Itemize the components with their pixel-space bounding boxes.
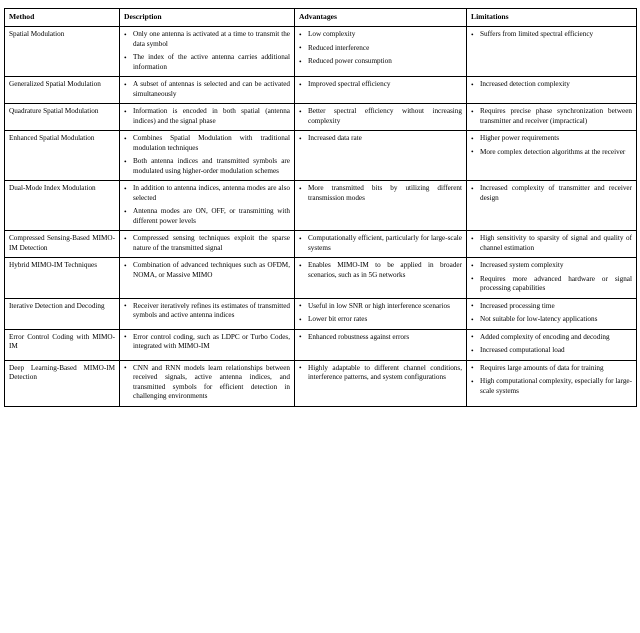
table-row bbox=[5, 258, 637, 299]
bullet-item: • A subset of antennas is selected and can be activated simultaneously bbox=[124, 80, 290, 99]
description-cell-list bbox=[124, 333, 290, 352]
bullet-item: • Better spectral efficiency without increasing complexity bbox=[299, 107, 462, 126]
advantages-cell bbox=[295, 104, 467, 131]
bullet-item: • Requires precise phase synchronization between transmitter and receiver (impractical) bbox=[471, 107, 632, 126]
advantages-cell-list bbox=[299, 333, 462, 343]
limitations-cell bbox=[467, 181, 637, 231]
advantages-cell bbox=[295, 258, 467, 299]
description-cell bbox=[120, 27, 295, 77]
bullet-item: • Enhanced robustness against errors bbox=[299, 333, 462, 343]
advantages-cell-list bbox=[299, 302, 462, 325]
bullet-item: • Requires large amounts of data for training bbox=[471, 364, 632, 374]
advantages-cell bbox=[295, 77, 467, 104]
description-cell bbox=[120, 77, 295, 104]
table-header-row bbox=[5, 9, 637, 27]
advantages-cell bbox=[295, 329, 467, 360]
limitations-cell-list bbox=[471, 184, 632, 203]
limitations-cell bbox=[467, 131, 637, 181]
bullet-item: • Computationally efficient, particularly for large-scale systems bbox=[299, 234, 462, 253]
bullet-item: • Useful in low SNR or high interference scenarios bbox=[299, 302, 462, 312]
advantages-cell-list bbox=[299, 107, 462, 126]
bullet-item: • In addition to antenna indices, antenna modes are also selected bbox=[124, 184, 290, 203]
description-cell bbox=[120, 104, 295, 131]
limitations-cell-list bbox=[471, 364, 632, 397]
description-cell-list bbox=[124, 80, 290, 99]
bullet-item: • Higher power requirements bbox=[471, 134, 632, 144]
description-cell-list bbox=[124, 107, 290, 126]
description-cell-list bbox=[124, 184, 290, 226]
bullet-item: • Improved spectral efficiency bbox=[299, 80, 462, 90]
description-cell bbox=[120, 131, 295, 181]
bullet-item: • Highly adaptable to different channel conditions, interference patterns, and system configurations bbox=[299, 364, 462, 383]
table-row bbox=[5, 181, 637, 231]
advantages-cell bbox=[295, 360, 467, 406]
advantages-cell-list bbox=[299, 134, 462, 144]
bullet-item: • Both antenna indices and transmitted symbols are modulated using higher-order modulation schemes bbox=[124, 157, 290, 176]
bullet-item: • Requires more advanced hardware or signal processing capabilities bbox=[471, 275, 632, 294]
description-cell-list bbox=[124, 134, 290, 176]
advantages-cell bbox=[295, 27, 467, 77]
bullet-item: • Not suitable for low-latency applications bbox=[471, 315, 632, 325]
limitations-cell bbox=[467, 27, 637, 77]
limitations-cell bbox=[467, 298, 637, 329]
table-row bbox=[5, 231, 637, 258]
advantages-cell-list bbox=[299, 364, 462, 383]
limitations-cell bbox=[467, 360, 637, 406]
bullet-item: • Only one antenna is activated at a time to transmit the data symbol bbox=[124, 30, 290, 49]
method-cell: Dual-Mode Index Modulation bbox=[5, 181, 120, 231]
column-header-advantages: Advantages bbox=[295, 9, 467, 27]
method-cell: Error Control Coding with MIMO-IM bbox=[5, 329, 120, 360]
bullet-item: • Compressed sensing techniques exploit the sparse nature of the transmitted signal bbox=[124, 234, 290, 253]
table-row bbox=[5, 131, 637, 181]
advantages-cell bbox=[295, 181, 467, 231]
bullet-item: • Lower bit error rates bbox=[299, 315, 462, 325]
description-cell-list bbox=[124, 234, 290, 253]
method-cell: Spatial Modulation bbox=[5, 27, 120, 77]
description-cell-list bbox=[124, 302, 290, 321]
description-cell bbox=[120, 231, 295, 258]
bullet-item: • Increased detection complexity bbox=[471, 80, 632, 90]
advantages-cell bbox=[295, 298, 467, 329]
description-cell-list bbox=[124, 30, 290, 72]
limitations-cell bbox=[467, 258, 637, 299]
limitations-cell-list bbox=[471, 234, 632, 253]
table-row bbox=[5, 360, 637, 406]
bullet-item: • The index of the active antenna carries additional information bbox=[124, 53, 290, 72]
bullet-item: • Combines Spatial Modulation with traditional modulation techniques bbox=[124, 134, 290, 153]
limitations-cell-list bbox=[471, 134, 632, 157]
bullet-item: • Increased system complexity bbox=[471, 261, 632, 271]
limitations-cell-list bbox=[471, 107, 632, 126]
description-cell bbox=[120, 298, 295, 329]
table-header bbox=[5, 9, 637, 27]
bullet-item: • High computational complexity, especially for large-scale systems bbox=[471, 377, 632, 396]
column-header-limitations: Limitations bbox=[467, 9, 637, 27]
bullet-item: • CNN and RNN models learn relationships between received signals, active antenna indices, and transmitted symbols for efficient detection in challenging environments bbox=[124, 364, 290, 402]
limitations-cell-list bbox=[471, 80, 632, 90]
method-cell: Hybrid MIMO-IM Techniques bbox=[5, 258, 120, 299]
table-body bbox=[5, 27, 637, 407]
bullet-item: • Combination of advanced techniques such as OFDM, NOMA, or Massive MIMO bbox=[124, 261, 290, 280]
limitations-cell bbox=[467, 231, 637, 258]
limitations-cell-list bbox=[471, 30, 632, 40]
advantages-cell bbox=[295, 231, 467, 258]
bullet-item: • Enables MIMO-IM to be applied in broader scenarios, such as in 5G networks bbox=[299, 261, 462, 280]
bullet-item: • Added complexity of encoding and decoding bbox=[471, 333, 632, 343]
table-row bbox=[5, 27, 637, 77]
bullet-item: • High sensitivity to sparsity of signal and quality of channel estimation bbox=[471, 234, 632, 253]
bullet-item: • More transmitted bits by utilizing different transmission modes bbox=[299, 184, 462, 203]
bullet-item: • Antenna modes are ON, OFF, or transmitting with different power levels bbox=[124, 207, 290, 226]
advantages-cell-list bbox=[299, 234, 462, 253]
method-cell: Deep Learning-Based MIMO-IM Detection bbox=[5, 360, 120, 406]
advantages-cell-list bbox=[299, 184, 462, 203]
table-row bbox=[5, 329, 637, 360]
limitations-cell-list bbox=[471, 333, 632, 356]
method-cell: Quadrature Spatial Modulation bbox=[5, 104, 120, 131]
bullet-item: • Receiver iteratively refines its estimates of transmitted symbols and active antenna indices bbox=[124, 302, 290, 321]
bullet-item: • Error control coding, such as LDPC or Turbo Codes, integrated with MIMO-IM bbox=[124, 333, 290, 352]
description-cell-list bbox=[124, 364, 290, 402]
table-row bbox=[5, 298, 637, 329]
advantages-cell-list bbox=[299, 261, 462, 280]
bullet-item: • Increased data rate bbox=[299, 134, 462, 144]
method-cell: Iterative Detection and Decoding bbox=[5, 298, 120, 329]
limitations-cell-list bbox=[471, 302, 632, 325]
description-cell bbox=[120, 258, 295, 299]
advantages-cell-list bbox=[299, 30, 462, 67]
bullet-item: • Information is encoded in both spatial (antenna indices) and the signal phase bbox=[124, 107, 290, 126]
method-cell: Compressed Sensing-Based MIMO-IM Detection bbox=[5, 231, 120, 258]
table-row bbox=[5, 104, 637, 131]
column-header-description: Description bbox=[120, 9, 295, 27]
bullet-item: • More complex detection algorithms at the receiver bbox=[471, 148, 632, 158]
bullet-item: • Increased computational load bbox=[471, 346, 632, 356]
advantages-cell bbox=[295, 131, 467, 181]
description-cell bbox=[120, 329, 295, 360]
limitations-cell bbox=[467, 77, 637, 104]
advantages-cell-list bbox=[299, 80, 462, 90]
bullet-item: • Increased complexity of transmitter and receiver design bbox=[471, 184, 632, 203]
comparison-table bbox=[4, 8, 637, 407]
bullet-item: • Reduced interference bbox=[299, 44, 462, 54]
limitations-cell bbox=[467, 104, 637, 131]
description-cell-list bbox=[124, 261, 290, 280]
limitations-cell bbox=[467, 329, 637, 360]
bullet-item: • Reduced power consumption bbox=[299, 57, 462, 67]
description-cell bbox=[120, 181, 295, 231]
bullet-item: • Increased processing time bbox=[471, 302, 632, 312]
table-row bbox=[5, 77, 637, 104]
column-header-method: Method bbox=[5, 9, 120, 27]
bullet-item: • Suffers from limited spectral efficiency bbox=[471, 30, 632, 40]
description-cell bbox=[120, 360, 295, 406]
limitations-cell-list bbox=[471, 261, 632, 294]
method-cell: Enhanced Spatial Modulation bbox=[5, 131, 120, 181]
bullet-item: • Low complexity bbox=[299, 30, 462, 40]
method-cell: Generalized Spatial Modulation bbox=[5, 77, 120, 104]
